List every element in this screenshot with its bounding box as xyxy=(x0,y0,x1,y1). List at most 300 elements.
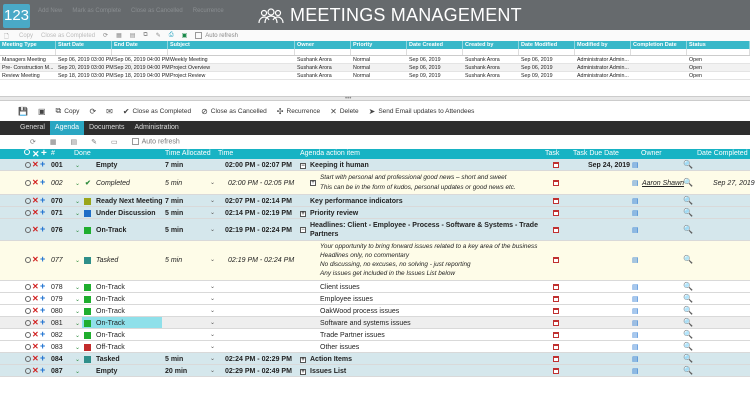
time-allocated: 7 min xyxy=(165,162,184,169)
due-date: Sep 24, 2019 xyxy=(588,162,631,169)
delete-button[interactable] xyxy=(330,107,359,116)
row-radio[interactable] xyxy=(25,320,31,326)
status-color-swatch xyxy=(84,320,91,327)
status-color-swatch xyxy=(84,257,91,264)
cell: Sep 06, 2019 04:00 PM xyxy=(114,57,170,63)
status-label: Tasked xyxy=(96,356,120,363)
search-icon[interactable]: 🔍 xyxy=(683,294,693,303)
calendar-icon[interactable] xyxy=(553,257,559,263)
faded-label-1: Copy xyxy=(19,32,34,39)
expand-icon[interactable]: + xyxy=(301,369,305,375)
time-range: 02:00 PM - 02:05 PM xyxy=(228,180,295,187)
faded-cancel: Close as Cancelled xyxy=(131,8,183,14)
cell: Sep 06, 2019 03:00 PM xyxy=(58,57,114,63)
note-icon[interactable]: ▤ xyxy=(632,180,639,187)
row-radio[interactable] xyxy=(25,162,31,168)
meetings-grid xyxy=(0,41,750,80)
cell: Sep 20, 2019 04:00 PM xyxy=(114,65,170,71)
check-icon: ✔ xyxy=(85,180,91,187)
expand-icon[interactable]: + xyxy=(311,180,315,186)
cell: Open xyxy=(689,57,702,63)
add-icon[interactable]: + xyxy=(41,148,47,159)
search-icon[interactable]: 🔍 xyxy=(683,255,693,264)
cell: Sep 06, 2019 xyxy=(521,65,553,71)
calendar-icon[interactable] xyxy=(553,368,559,374)
agenda-item[interactable] xyxy=(300,368,346,375)
row-radio[interactable] xyxy=(25,180,31,186)
expand-icon[interactable]: + xyxy=(301,211,305,217)
auto-refresh-toggle[interactable] xyxy=(132,138,180,145)
add-row-icon[interactable]: + xyxy=(40,293,46,303)
print-icon[interactable]: ⎙ xyxy=(168,32,174,38)
auto-refresh-checkbox[interactable] xyxy=(195,32,202,39)
delete-label: Delete xyxy=(339,107,359,115)
agenda-item[interactable] xyxy=(300,356,352,363)
chevron-down-icon[interactable]: ⌄ xyxy=(210,257,216,263)
refresh-icon[interactable]: ⟳ xyxy=(89,106,97,116)
add-row-icon[interactable]: + xyxy=(40,207,46,217)
row-radio[interactable] xyxy=(25,257,31,263)
date-completed: Sep 27, 2019 xyxy=(713,180,755,187)
agenda-text: Trade Partner issues xyxy=(320,332,385,339)
status-label: Off-Track xyxy=(96,344,125,351)
meeting-row[interactable] xyxy=(0,56,750,64)
chevron-down-icon[interactable]: ⌄ xyxy=(210,356,216,362)
agenda-text: No discussing, no excuses, no solving - just reporting xyxy=(320,261,471,268)
chevron-down-icon[interactable]: ⌄ xyxy=(210,198,216,204)
agenda-text: OakWood process issues xyxy=(320,308,400,315)
row-radio[interactable] xyxy=(25,210,31,216)
agenda-text: Your opportunity to bring forward issues related to a key area of the business xyxy=(320,243,538,250)
search-icon[interactable]: 🔍 xyxy=(683,366,693,375)
status-label: On-Track xyxy=(96,320,125,327)
cell: Open xyxy=(689,65,702,71)
new-doc-icon[interactable]: 🗋 xyxy=(4,34,9,40)
calendar-icon[interactable] xyxy=(553,210,559,216)
agenda-row[interactable] xyxy=(0,159,750,171)
agenda-row[interactable] xyxy=(0,317,750,329)
copy-label: Copy xyxy=(64,107,80,115)
add-row-icon[interactable]: + xyxy=(40,254,46,264)
cell: Sep 18, 2019 04:00 PM xyxy=(114,73,170,79)
calendar-icon[interactable] xyxy=(553,198,559,204)
row-radio[interactable] xyxy=(25,198,31,204)
status-label: On-Track xyxy=(96,227,127,234)
recurrence-icon: ✣ xyxy=(276,106,284,116)
calendar-icon[interactable] xyxy=(553,227,559,233)
agenda-grid-toolbar xyxy=(0,135,750,149)
note-icon[interactable]: ▤ xyxy=(632,210,639,217)
layout-icon[interactable]: ▭ xyxy=(111,139,118,146)
note-icon[interactable]: ▤ xyxy=(632,227,639,234)
status-label: Empty xyxy=(96,368,118,375)
cancel-circle-icon: ⊘ xyxy=(201,106,208,116)
cell: Managers Meeting xyxy=(2,57,46,63)
chevron-down-icon[interactable]: ⌄ xyxy=(210,296,216,302)
cell: Normal xyxy=(353,65,371,71)
email-icon[interactable]: ✉ xyxy=(106,106,113,116)
status-label: Tasked xyxy=(96,257,119,264)
cell: Open xyxy=(689,73,702,79)
chevron-down-icon[interactable]: ⌄ xyxy=(75,333,81,339)
row-number: 077 xyxy=(51,257,63,264)
add-row-icon[interactable]: + xyxy=(40,365,46,375)
chevron-down-icon[interactable]: ⌄ xyxy=(75,369,81,375)
agenda-row[interactable] xyxy=(0,353,750,365)
search-icon[interactable]: 🔍 xyxy=(683,282,693,291)
search-icon[interactable]: 🔍 xyxy=(683,196,693,205)
col-start-date[interactable]: Start Date xyxy=(56,41,112,49)
chevron-down-icon[interactable]: ⌄ xyxy=(75,199,81,205)
time-range: 02:07 PM - 02:14 PM xyxy=(225,198,292,205)
chevron-down-icon[interactable]: ⌄ xyxy=(210,210,216,216)
delete-row-icon[interactable]: ✕ xyxy=(32,354,39,363)
chevron-down-icon[interactable]: ⌄ xyxy=(75,309,81,315)
radio-icon[interactable] xyxy=(24,149,30,159)
col-time[interactable]: Time xyxy=(218,150,234,157)
status-color-swatch xyxy=(84,332,91,339)
col-modified-by[interactable]: Modified by xyxy=(575,41,631,49)
tab-administration[interactable]: Administration xyxy=(134,124,179,131)
calendar-icon[interactable] xyxy=(553,162,559,168)
col-date-created[interactable]: Date Created xyxy=(407,41,463,49)
delete-all-icon[interactable]: ✕ xyxy=(32,149,40,159)
delete-row-icon[interactable]: ✕ xyxy=(32,178,39,187)
col-owner[interactable]: Owner xyxy=(641,150,662,157)
search-icon[interactable]: 🔍 xyxy=(683,225,693,234)
calendar-icon[interactable] xyxy=(553,332,559,338)
copy-icon: ⧉ xyxy=(55,106,62,115)
agenda-toolbar xyxy=(0,101,750,121)
add-row-icon[interactable]: + xyxy=(40,224,46,234)
table-icon[interactable]: ▤ xyxy=(129,33,136,39)
agenda-row[interactable] xyxy=(0,305,750,317)
delete-row-icon[interactable]: ✕ xyxy=(32,208,39,217)
cell: Review Meeting xyxy=(2,73,40,79)
col-date-completed[interactable]: Date Completed xyxy=(697,150,748,157)
chevron-down-icon[interactable]: ⌄ xyxy=(75,258,81,264)
splitter-grip-icon[interactable]: ••• xyxy=(345,96,352,102)
copy-button[interactable] xyxy=(56,106,80,116)
col-time-allocated[interactable]: Time Allocated xyxy=(165,150,211,157)
status-color-swatch xyxy=(84,344,91,351)
chevron-down-icon[interactable]: ⌄ xyxy=(75,181,81,187)
delete-row-icon[interactable]: ✕ xyxy=(32,255,39,264)
col-agenda[interactable]: Agenda action item xyxy=(300,150,360,157)
chevron-down-icon[interactable]: ⌄ xyxy=(210,368,216,374)
col-task[interactable]: Task xyxy=(545,150,560,157)
search-icon[interactable]: 🔍 xyxy=(683,342,693,351)
col-meeting-type[interactable]: Meeting Type xyxy=(0,41,56,49)
chevron-down-icon[interactable]: ⌄ xyxy=(75,297,81,303)
close-cancelled-button[interactable] xyxy=(201,107,267,116)
row-radio[interactable] xyxy=(25,227,31,233)
copy-icon[interactable]: ⧉ xyxy=(143,32,148,38)
cell: Project Review xyxy=(170,73,206,79)
row-number: 078 xyxy=(51,284,63,291)
auto-refresh-checkbox[interactable] xyxy=(132,138,139,145)
search-icon[interactable]: 🔍 xyxy=(683,178,693,187)
delete-row-icon[interactable]: ✕ xyxy=(32,294,39,303)
add-row-icon[interactable]: + xyxy=(40,317,46,327)
row-number: 071 xyxy=(51,210,63,217)
agenda-text: Keeping it human xyxy=(310,162,369,169)
delete-row-icon[interactable]: ✕ xyxy=(32,196,39,205)
delete-row-icon[interactable]: ✕ xyxy=(32,282,39,291)
agenda-text: Headlines: Client - Employee - Process - Software & Systems - Trade xyxy=(310,222,538,229)
agenda-row[interactable] xyxy=(0,341,750,353)
agenda-row[interactable] xyxy=(0,171,755,195)
time-allocated: 5 min xyxy=(165,356,184,363)
eraser-icon[interactable]: ✎ xyxy=(155,33,161,39)
note-icon[interactable]: ▤ xyxy=(632,356,639,363)
status-label: On-Track xyxy=(96,332,125,339)
search-icon[interactable]: 🔍 xyxy=(683,306,693,315)
close-completed-label: Close as Completed xyxy=(132,107,192,115)
meetings-toolbar xyxy=(0,30,750,41)
cell: Sep 18, 2019 03:00 PM xyxy=(58,73,114,79)
note-icon[interactable]: ▤ xyxy=(632,320,639,327)
row-radio[interactable] xyxy=(25,284,31,290)
agenda-row[interactable] xyxy=(0,329,750,341)
faded-add: Add New xyxy=(38,8,63,14)
refresh-icon[interactable]: ⟳ xyxy=(103,33,109,39)
note-icon[interactable]: ▤ xyxy=(632,368,639,375)
cell xyxy=(631,72,687,79)
tab-agenda[interactable]: Agenda xyxy=(50,121,84,135)
collapse-icon[interactable]: − xyxy=(301,227,305,233)
delete-row-icon[interactable]: ✕ xyxy=(32,160,39,169)
chevron-down-icon[interactable]: ⌄ xyxy=(75,285,81,291)
calendar-icon[interactable] xyxy=(553,180,559,186)
table-icon[interactable]: ▤ xyxy=(70,139,78,146)
agenda-row[interactable] xyxy=(0,241,750,281)
chevron-down-icon[interactable]: ⌄ xyxy=(75,357,81,363)
cell: Sep 20, 2019 03:00 PM xyxy=(58,65,114,71)
delete-icon: ✕ xyxy=(330,106,337,116)
calendar-icon[interactable] xyxy=(553,356,559,362)
cell: Sep 09, 2019 xyxy=(409,73,441,79)
time-allocated: 5 min xyxy=(165,227,184,234)
add-row-icon[interactable]: + xyxy=(40,353,46,363)
check-icon: ✔ xyxy=(122,106,130,116)
meetings-filter-row[interactable] xyxy=(0,49,750,56)
note-icon[interactable]: ▤ xyxy=(632,257,639,264)
agenda-item[interactable] xyxy=(300,210,358,217)
add-row-icon[interactable]: + xyxy=(40,305,46,315)
col-end-date[interactable]: End Date xyxy=(112,41,168,49)
row-number: 081 xyxy=(51,320,63,327)
auto-refresh-label: Auto refresh xyxy=(141,138,180,146)
owner-name[interactable]: Aaron Shawn xyxy=(642,180,685,187)
eraser-icon[interactable]: ✎ xyxy=(91,139,97,146)
meeting-row[interactable] xyxy=(0,72,750,80)
add-row-icon[interactable]: + xyxy=(40,341,46,351)
row-radio[interactable] xyxy=(25,296,31,302)
auto-refresh-label: Auto refresh xyxy=(205,33,238,40)
time-range: 02:24 PM - 02:29 PM xyxy=(225,356,292,363)
recurrence-button[interactable] xyxy=(277,107,320,116)
cell: Administrator Admin... xyxy=(577,73,629,79)
search-icon[interactable]: 🔍 xyxy=(683,208,693,217)
time-range: 02:29 PM - 02:49 PM xyxy=(225,368,292,375)
search-icon[interactable]: 🔍 xyxy=(683,318,693,327)
calendar-icon[interactable] xyxy=(553,296,559,302)
add-row-icon[interactable]: + xyxy=(40,159,46,169)
cell: Sep 09, 2019 xyxy=(521,73,553,79)
collapse-icon[interactable]: − xyxy=(301,163,305,169)
chevron-down-icon[interactable]: ⌄ xyxy=(210,332,216,338)
row-number: 080 xyxy=(51,308,63,315)
chevron-down-icon[interactable]: ⌄ xyxy=(210,320,216,326)
search-icon[interactable]: 🔍 xyxy=(683,160,693,169)
meeting-row[interactable] xyxy=(0,64,750,72)
chevron-down-icon[interactable]: ⌄ xyxy=(75,321,81,327)
row-number: 084 xyxy=(51,356,63,363)
chevron-down-icon[interactable]: ⌄ xyxy=(75,228,81,234)
note-icon[interactable]: ▤ xyxy=(632,296,639,303)
note-icon[interactable]: ▤ xyxy=(632,162,639,169)
status-label: On-Track xyxy=(96,308,125,315)
search-icon[interactable]: 🔍 xyxy=(683,354,693,363)
app-title-text: MEETINGS MANAGEMENT xyxy=(290,5,522,25)
calendar-icon[interactable] xyxy=(553,320,559,326)
agenda-row[interactable] xyxy=(0,293,750,305)
agenda-row[interactable] xyxy=(0,365,750,377)
col-priority[interactable]: Priority xyxy=(351,41,407,49)
row-number: 002 xyxy=(51,180,63,187)
agenda-row[interactable] xyxy=(0,281,750,293)
col-owner[interactable]: Owner xyxy=(295,41,351,49)
col-status[interactable]: Status xyxy=(687,41,750,49)
row-number: 079 xyxy=(51,296,63,303)
agenda-row[interactable] xyxy=(0,195,750,207)
note-icon[interactable]: ▤ xyxy=(632,308,639,315)
status-color-swatch xyxy=(84,198,91,205)
agenda-grid-body xyxy=(0,159,755,394)
send-email-label: Send Email updates to Attendees xyxy=(378,107,475,115)
agenda-text: Partners xyxy=(310,231,339,238)
agenda-text: This can be in the form of kudos, personal updates or good news etc. xyxy=(320,184,516,191)
col-done[interactable]: Done xyxy=(74,150,91,157)
chevron-down-icon[interactable]: ⌄ xyxy=(210,284,216,290)
grid-icon[interactable]: ▦ xyxy=(49,139,57,146)
delete-row-icon[interactable]: ✕ xyxy=(32,366,39,375)
row-radio[interactable] xyxy=(25,356,31,362)
agenda-text: Any issues get included in the Issues List below xyxy=(320,270,455,277)
chevron-down-icon[interactable]: ⌄ xyxy=(75,163,81,169)
delete-row-icon[interactable]: ✕ xyxy=(32,318,39,327)
calendar-icon[interactable] xyxy=(553,344,559,350)
faded-toolbar xyxy=(38,8,224,14)
agenda-text: Software and systems issues xyxy=(320,320,411,327)
chevron-down-icon[interactable]: ⌄ xyxy=(75,345,81,351)
chevron-down-icon[interactable]: ⌄ xyxy=(75,211,81,217)
chevron-down-icon[interactable]: ⌄ xyxy=(210,227,216,233)
cell: Sushank Arora xyxy=(465,65,500,71)
row-radio[interactable] xyxy=(25,368,31,374)
save-icon[interactable]: 💾 xyxy=(18,106,28,116)
cell: Normal xyxy=(353,73,371,79)
excel-icon[interactable]: ▣ xyxy=(181,33,188,39)
note-icon[interactable]: ▤ xyxy=(632,344,639,351)
agenda-item[interactable] xyxy=(300,162,369,169)
row-number: 082 xyxy=(51,332,63,339)
add-row-icon[interactable]: + xyxy=(40,195,46,205)
row-number: 087 xyxy=(51,368,63,375)
status-color-swatch xyxy=(84,296,91,303)
col-created-by[interactable]: Created by xyxy=(463,41,519,49)
add-row-icon[interactable]: + xyxy=(40,281,46,291)
cell: Sushank Arora xyxy=(297,65,332,71)
search-icon[interactable]: 🔍 xyxy=(683,330,693,339)
note-icon[interactable]: ▤ xyxy=(632,332,639,339)
grid-spacer xyxy=(0,80,750,96)
time-range: 02:19 PM - 02:24 PM xyxy=(228,257,295,264)
row-radio[interactable] xyxy=(25,308,31,314)
agenda-text: Issues List xyxy=(310,368,347,375)
chevron-down-icon[interactable]: ⌄ xyxy=(210,180,216,186)
agenda-text: Client issues xyxy=(320,284,360,291)
status-label: Empty xyxy=(96,162,118,169)
time-range: 02:14 PM - 02:19 PM xyxy=(225,210,292,217)
cell: Project Overview xyxy=(170,65,211,71)
app-title xyxy=(258,5,522,26)
faded-label-2: Close as Completed xyxy=(41,32,96,39)
col-task-due[interactable]: Task Due Date xyxy=(573,150,619,157)
note-icon[interactable]: ▤ xyxy=(632,284,639,291)
chevron-down-icon[interactable]: ⌄ xyxy=(210,344,216,350)
agenda-row[interactable] xyxy=(0,219,750,241)
delete-row-icon[interactable]: ✕ xyxy=(32,330,39,339)
row-radio[interactable] xyxy=(25,344,31,350)
expand-icon[interactable]: + xyxy=(301,357,305,363)
col-completion-date[interactable]: Completion Date xyxy=(631,41,687,49)
save-close-icon[interactable]: ▣ xyxy=(37,106,46,116)
col-number[interactable]: # xyxy=(51,150,55,157)
status-color-swatch xyxy=(84,284,91,291)
tab-bar xyxy=(0,121,750,135)
splitter[interactable] xyxy=(0,96,750,101)
time-range: 02:00 PM - 02:07 PM xyxy=(225,162,292,169)
agenda-row[interactable] xyxy=(0,207,750,219)
refresh-icon[interactable]: ⟳ xyxy=(30,139,36,146)
add-row-icon[interactable]: + xyxy=(40,329,46,339)
note-icon[interactable]: ▤ xyxy=(632,198,639,205)
delete-row-icon[interactable]: ✕ xyxy=(32,342,39,351)
delete-row-icon[interactable]: ✕ xyxy=(32,225,39,234)
chevron-down-icon[interactable]: ⌄ xyxy=(210,308,216,314)
row-radio[interactable] xyxy=(25,332,31,338)
auto-refresh-toggle[interactable] xyxy=(195,32,238,39)
close-completed-button[interactable] xyxy=(123,107,191,116)
add-row-icon[interactable]: + xyxy=(40,177,46,187)
col-date-modified[interactable]: Date Modified xyxy=(519,41,575,49)
send-email-button[interactable] xyxy=(369,107,475,116)
time-allocated: 5 min xyxy=(165,180,183,187)
calendar-icon[interactable] xyxy=(553,284,559,290)
col-subject[interactable]: Subject xyxy=(168,41,295,49)
status-label: Completed xyxy=(96,180,130,187)
grid-icon[interactable]: ▦ xyxy=(116,33,122,39)
tab-documents[interactable]: Documents xyxy=(89,124,125,131)
calendar-icon[interactable] xyxy=(553,308,559,314)
agenda-text: Other issues xyxy=(320,344,360,351)
row-number: 083 xyxy=(51,344,63,351)
status-label: On-Track xyxy=(96,296,125,303)
tab-general[interactable]: General xyxy=(20,124,45,131)
delete-row-icon[interactable]: ✕ xyxy=(32,306,39,315)
